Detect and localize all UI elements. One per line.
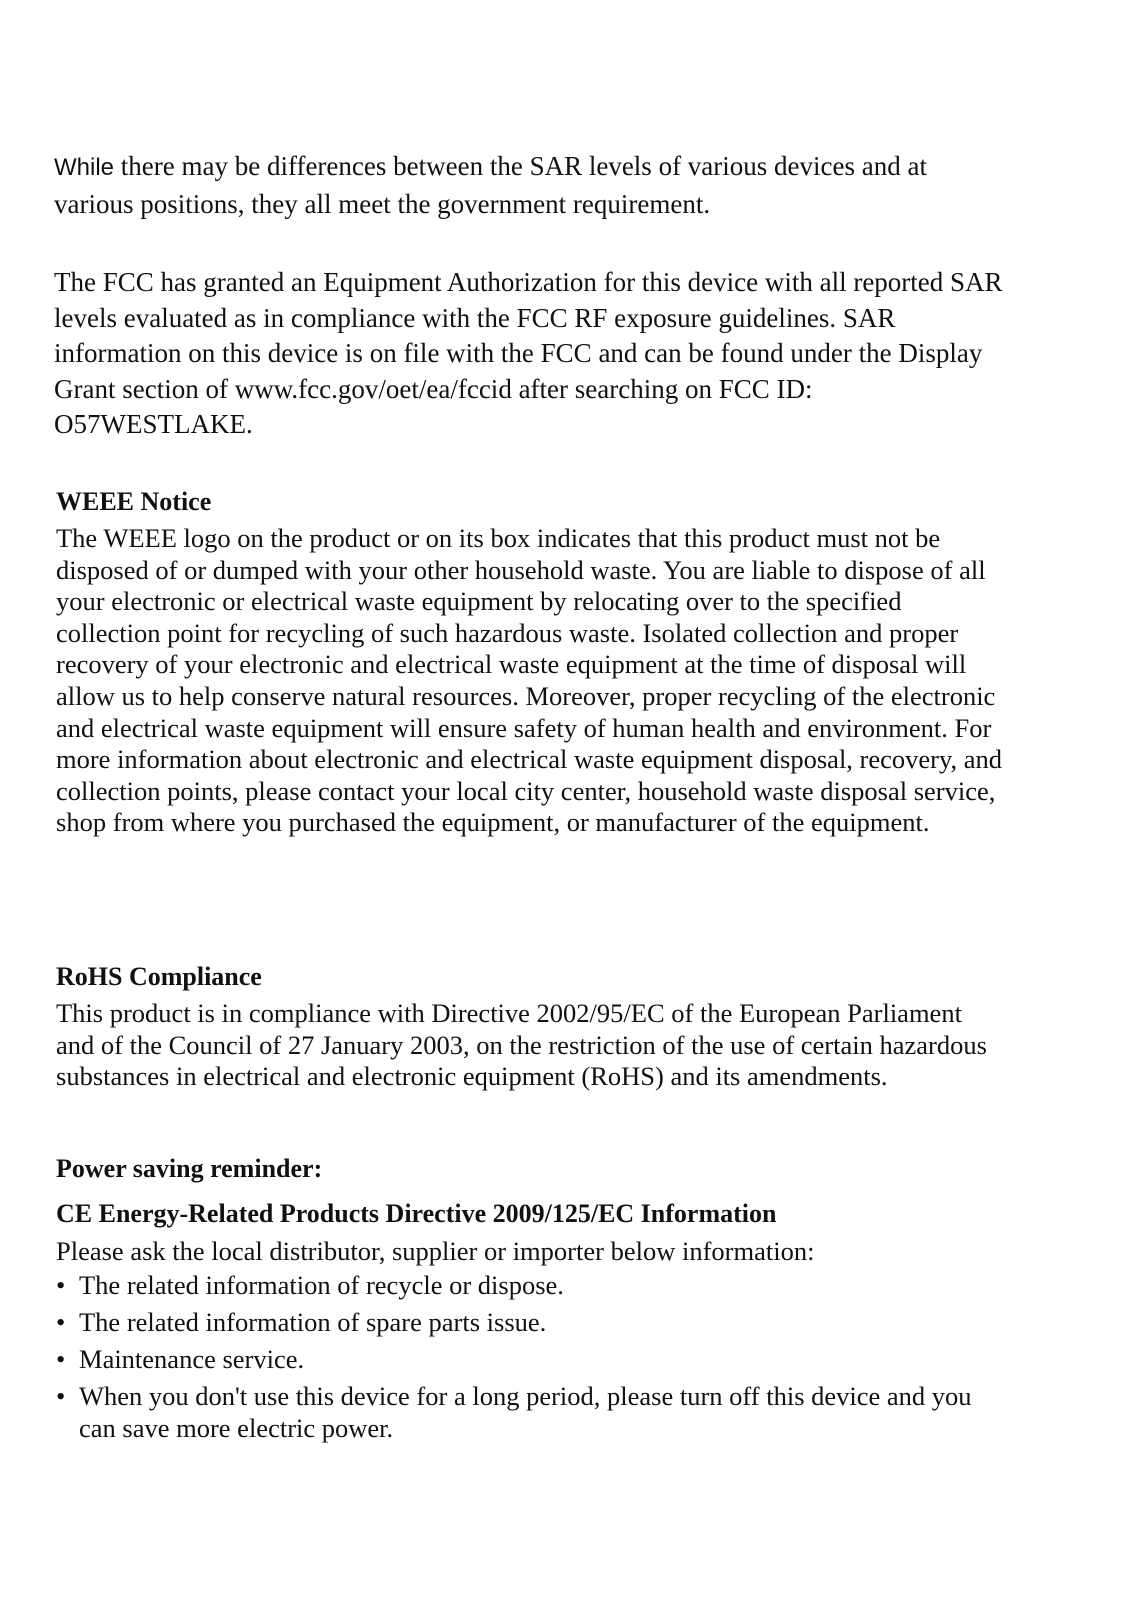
bullet-icon: • <box>56 1343 66 1374</box>
weee-heading: WEEE Notice <box>56 487 212 516</box>
sar-paragraph-lead: While <box>54 154 115 181</box>
rohs-section <box>56 960 1006 1093</box>
bullet-icon: • <box>56 1380 66 1411</box>
list-item-text: Maintenance service. <box>79 1343 305 1374</box>
sar-paragraph-text: there may be differences between the SAR levels of various devices and at various positions, they all meet the government requirement. <box>54 151 927 219</box>
power-section <box>56 1152 1006 1450</box>
list-item-text: The related information of spare parts issue. <box>79 1306 547 1337</box>
list-item <box>56 1270 1006 1302</box>
bullet-icon: • <box>56 1306 66 1337</box>
list-item-text: The related information of recycle or dispose. <box>79 1270 564 1300</box>
power-heading: Power saving reminder: <box>56 1154 323 1183</box>
bullet-icon: • <box>56 1270 66 1300</box>
list-item <box>56 1344 1006 1376</box>
list-item-text: When you don't use this device for a long period, please turn off this device and you can save more electric power. <box>79 1380 972 1443</box>
erp-directive-heading: CE Energy-Related Products Directive 2009/125/EC Information <box>56 1199 777 1228</box>
power-bullet-list <box>56 1270 1006 1444</box>
power-intro: Please ask the local distributor, supplier or importer below information: <box>56 1236 815 1266</box>
sar-paragraph <box>54 148 1004 223</box>
list-item <box>56 1307 1006 1339</box>
fcc-paragraph: The FCC has granted an Equipment Authorization for this device with all reported SAR levels evaluated as in compliance with the FCC RF exposure guidelines. SAR information on this device is on file with the FCC and can be found under the Display Grant section of www.fcc.gov/oet/ea/fccid after searching on FCC ID: O57WESTLAKE. <box>54 267 1003 439</box>
weee-body: The WEEE logo on the product or on its box indicates that this product must not be disposed of or dumped with your other household waste. You are liable to dispose of all your electronic or electrical waste equipment by relocating over to the specified collection point for recycling of such hazardous waste. Isolated collection and proper recovery of your electronic and electrical waste equipment at the time of disposal will allow us to help conserve natural resources. Moreover, proper recycling of the electronic and electrical waste equipment will ensure safety of human health and environment. For more information about electronic and electrical waste equipment disposal, recovery, and collection points, please contact your local city center, household waste disposal service, shop from where you purchased the equipment, or manufacturer of the equipment. <box>56 523 1003 838</box>
list-item <box>56 1381 1006 1444</box>
rohs-body: This product is in compliance with Directive 2002/95/EC of the European Parliament and of the Council of 27 January 2003, on the restriction of the use of certain hazardous substances in electrical and electronic equipment (RoHS) and its amendments. <box>56 998 987 1092</box>
weee-section <box>56 485 1006 839</box>
rohs-heading: RoHS Compliance <box>56 962 262 991</box>
